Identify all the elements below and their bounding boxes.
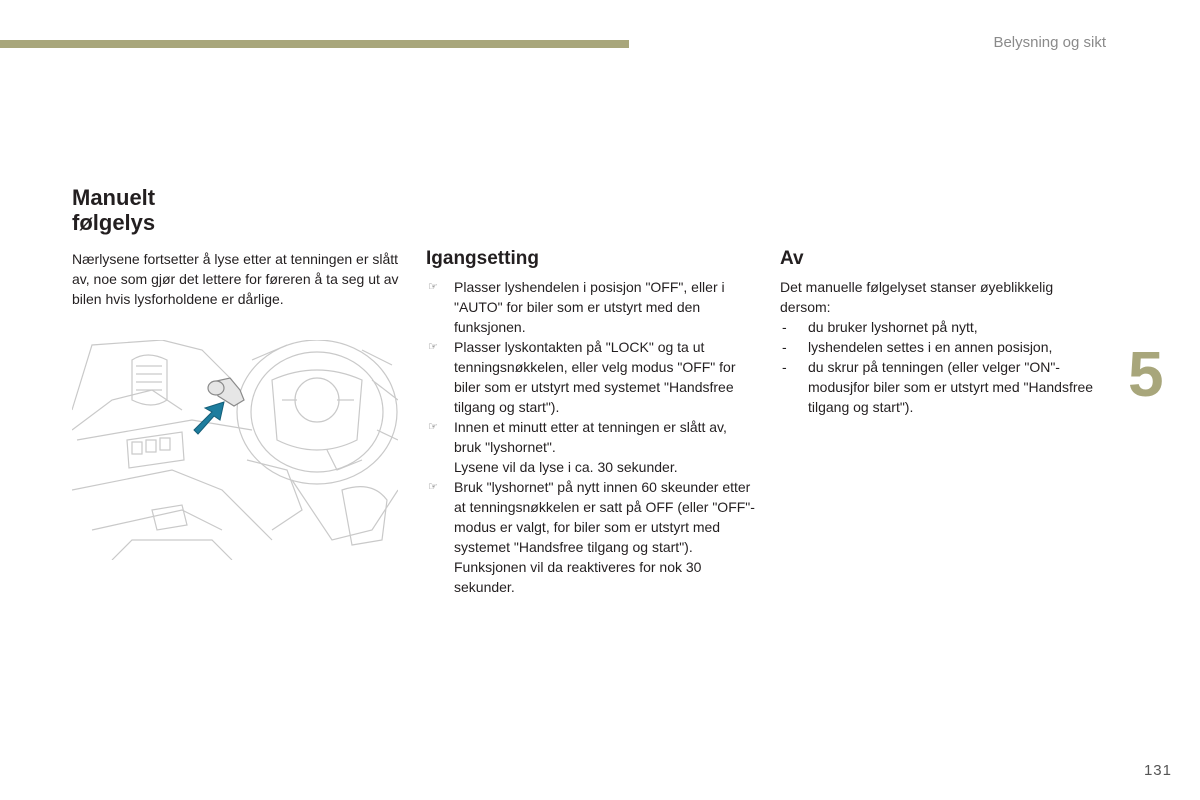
off-intro: Det manuelle følgelyset stanser øyeblikkelig dersom: [780,279,1054,315]
header-accent-bar [0,40,629,48]
list-item [780,357,1100,417]
list-item [780,317,1100,337]
page-number: 131 [1143,762,1172,779]
list-item [780,337,1100,357]
running-header: Belysning og sikt [993,34,1106,51]
step-text: Plasser lyshendelen i posisjon "OFF", eller i "AUTO" for biler som er utstyrt med den funksjonen. [454,279,725,335]
start-section [426,247,756,597]
pointing-hand-icon: ☞ [428,341,438,353]
list-item [426,277,756,337]
condition-text: du bruker lyshornet på nytt, [808,319,978,335]
section-title-line2: følgelys [72,210,156,235]
off-heading: Av [780,248,804,269]
list-item [426,477,756,597]
pointing-hand-icon: ☞ [428,421,438,433]
start-steps [426,277,756,597]
step-text: Plasser lyskontakten på "LOCK" og ta ut tenningsnøkkelen, eller velg modus "OFF" for biler som er utstyrt med systemet "Handsfree tilgang og start"). [454,339,736,415]
list-item [426,337,756,417]
list-item [426,417,756,477]
start-heading: Igangsetting [426,248,539,269]
section-title-line1: Manuelt [72,185,156,210]
dashboard-illustration [72,340,398,560]
pointing-hand-icon: ☞ [428,481,438,493]
intro-paragraph: Nærlysene fortsetter å lyse etter at tenningen er slått av, noe som gjør det lettere for føreren å ta seg ut av bilen hvis lysforholdene er dårlige. [72,251,399,307]
dash-bullet: - [782,339,787,355]
step-text: Innen et minutt etter at tenningen er slått av, bruk "lyshornet". [454,419,727,455]
dash-bullet: - [782,319,787,335]
step-text: Bruk "lyshornet" på nytt innen 60 skeunder etter at tenningsnøkkelen er satt på OFF (eller "OFF"-modus er valgt, for biler som er utstyrt med systemet "Handsfree tilgang og start"). Funksjonen vil da reaktiveres for nok 30 sekunder. [454,479,755,595]
off-section [780,247,1100,417]
off-conditions [780,317,1100,417]
condition-text: du skrur på tenningen (eller velger "ON"-modusjfor biler som er utstyrt med "Handsfree tilgang og start"). [808,359,1094,415]
pointing-hand-icon: ☞ [428,281,438,293]
step-extra-text: Lysene vil da lyse i ca. 30 sekunder. [454,459,678,475]
chapter-number: 5 [1128,338,1164,410]
arrow-icon [194,402,224,434]
dash-bullet: - [782,359,787,375]
section-title [72,185,155,235]
condition-text: lyshendelen settes i en annen posisjon, [808,339,1053,355]
